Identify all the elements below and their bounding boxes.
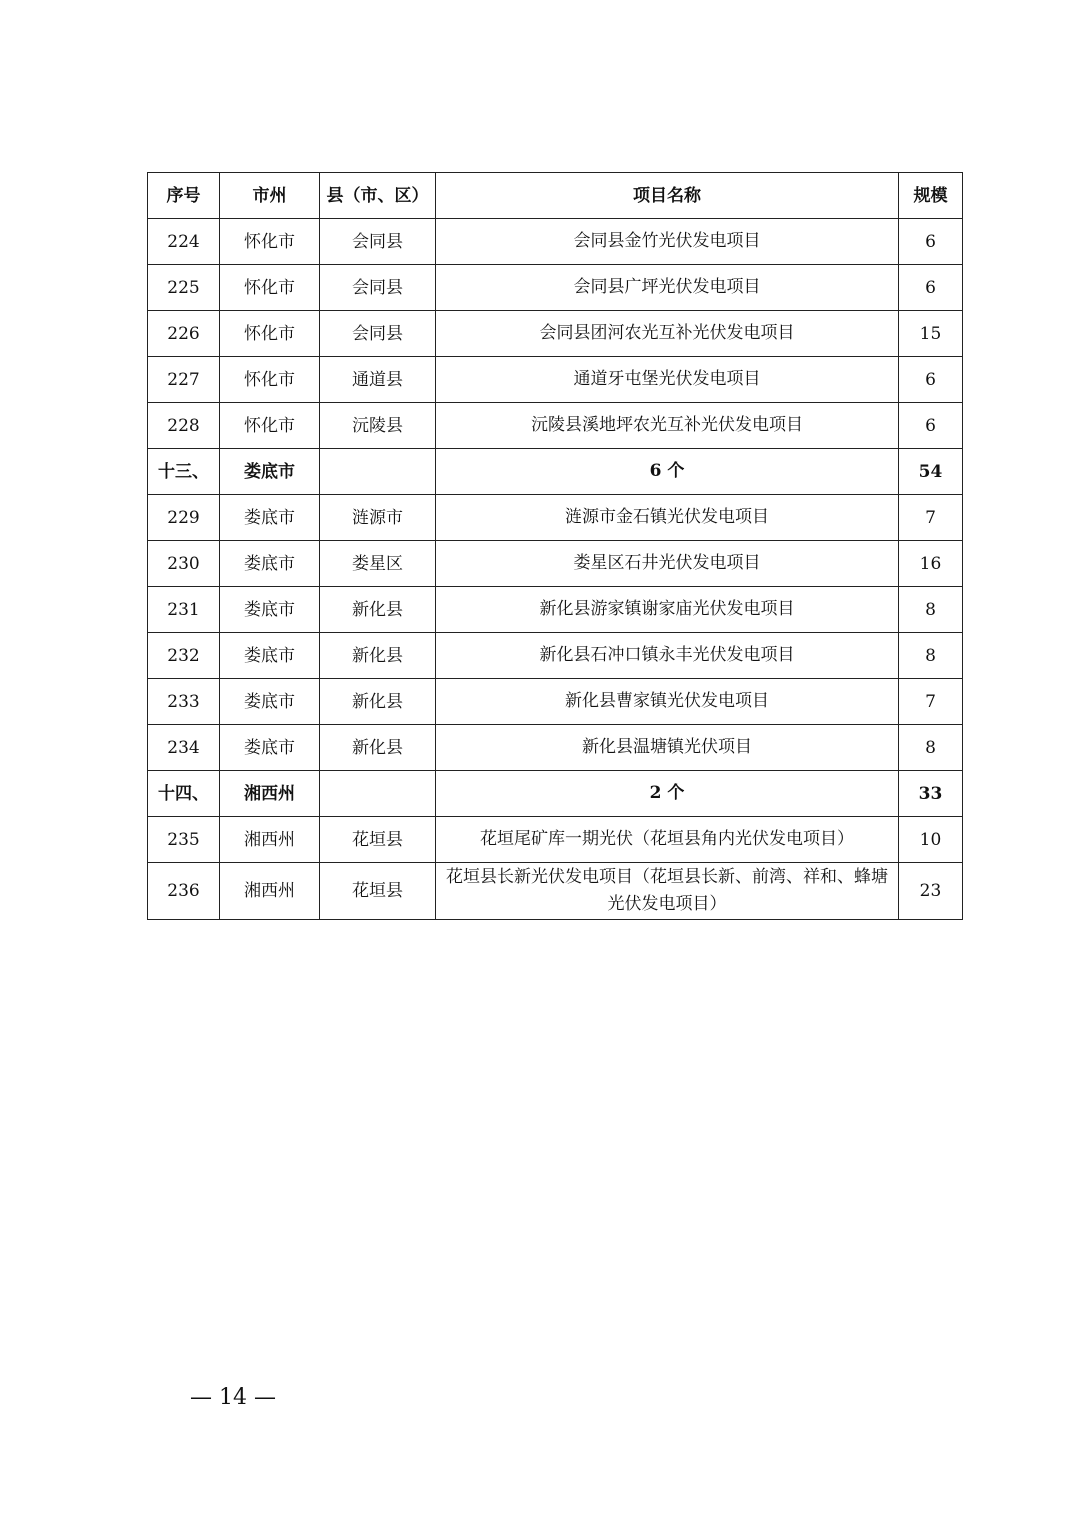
table-row (148, 587, 963, 633)
cell-name: 会同县金竹光伏发电项目 (436, 219, 899, 265)
cell-seq: 228 (148, 403, 220, 449)
cell-county: 新化县 (320, 633, 436, 679)
cell-county: 沅陵县 (320, 403, 436, 449)
cell-name: 6 个 (436, 449, 899, 495)
cell-city: 娄底市 (220, 679, 320, 725)
table-row (148, 541, 963, 587)
header-city: 市州 (220, 173, 320, 219)
cell-city: 娄底市 (220, 633, 320, 679)
cell-scale: 6 (899, 265, 963, 311)
cell-county: 涟源市 (320, 495, 436, 541)
header-scale: 规模 (899, 173, 963, 219)
cell-city: 怀化市 (220, 311, 320, 357)
cell-scale: 23 (899, 863, 963, 920)
header-seq: 序号 (148, 173, 220, 219)
cell-name: 新化县曹家镇光伏发电项目 (436, 679, 899, 725)
cell-scale: 15 (899, 311, 963, 357)
cell-city: 湘西州 (220, 863, 320, 920)
cell-name: 新化县石冲口镇永丰光伏发电项目 (436, 633, 899, 679)
cell-seq: 224 (148, 219, 220, 265)
cell-scale: 8 (899, 587, 963, 633)
cell-county: 花垣县 (320, 863, 436, 920)
table-header (148, 173, 963, 219)
header-county: 县（市、区） (320, 173, 436, 219)
project-table (147, 172, 963, 920)
table-row (148, 817, 963, 863)
cell-county: 花垣县 (320, 817, 436, 863)
cell-seq: 235 (148, 817, 220, 863)
cell-name: 通道牙屯堡光伏发电项目 (436, 357, 899, 403)
cell-name: 会同县广坪光伏发电项目 (436, 265, 899, 311)
cell-seq: 233 (148, 679, 220, 725)
cell-scale: 33 (899, 771, 963, 817)
cell-name: 新化县游家镇谢家庙光伏发电项目 (436, 587, 899, 633)
cell-seq: 231 (148, 587, 220, 633)
cell-county: 会同县 (320, 265, 436, 311)
cell-scale: 7 (899, 679, 963, 725)
header-name: 项目名称 (436, 173, 899, 219)
cell-seq: 十三、 (148, 449, 220, 495)
table-body (148, 219, 963, 920)
cell-city: 湘西州 (220, 771, 320, 817)
cell-scale: 54 (899, 449, 963, 495)
table-row (148, 265, 963, 311)
table-row (148, 679, 963, 725)
cell-city: 怀化市 (220, 357, 320, 403)
table-row (148, 725, 963, 771)
cell-seq: 229 (148, 495, 220, 541)
cell-city: 娄底市 (220, 495, 320, 541)
cell-county: 会同县 (320, 311, 436, 357)
table-row (148, 449, 963, 495)
cell-seq: 226 (148, 311, 220, 357)
cell-city: 娄底市 (220, 725, 320, 771)
cell-scale: 6 (899, 357, 963, 403)
cell-county: 娄星区 (320, 541, 436, 587)
page-number: — 14 — (190, 1385, 276, 1410)
cell-seq: 230 (148, 541, 220, 587)
cell-name: 涟源市金石镇光伏发电项目 (436, 495, 899, 541)
cell-city: 怀化市 (220, 219, 320, 265)
cell-scale: 8 (899, 725, 963, 771)
cell-seq: 227 (148, 357, 220, 403)
cell-scale: 10 (899, 817, 963, 863)
cell-city: 怀化市 (220, 265, 320, 311)
table-row (148, 495, 963, 541)
cell-seq: 234 (148, 725, 220, 771)
cell-name: 新化县温塘镇光伏项目 (436, 725, 899, 771)
cell-name: 花垣尾矿库一期光伏（花垣县角内光伏发电项目） (436, 817, 899, 863)
cell-county (320, 771, 436, 817)
cell-name: 沅陵县溪地坪农光互补光伏发电项目 (436, 403, 899, 449)
cell-scale: 8 (899, 633, 963, 679)
header-row (148, 173, 963, 219)
cell-city: 娄底市 (220, 541, 320, 587)
table-row (148, 357, 963, 403)
cell-name: 会同县团河农光互补光伏发电项目 (436, 311, 899, 357)
cell-city: 怀化市 (220, 403, 320, 449)
cell-county: 新化县 (320, 679, 436, 725)
table-row (148, 311, 963, 357)
table-row (148, 771, 963, 817)
cell-scale: 6 (899, 219, 963, 265)
cell-scale: 6 (899, 403, 963, 449)
cell-city: 湘西州 (220, 817, 320, 863)
cell-name: 花垣县长新光伏发电项目（花垣县长新、前湾、祥和、蜂塘光伏发电项目） (436, 863, 899, 920)
cell-name: 娄星区石井光伏发电项目 (436, 541, 899, 587)
table-row (148, 219, 963, 265)
cell-scale: 16 (899, 541, 963, 587)
cell-scale: 7 (899, 495, 963, 541)
cell-city: 娄底市 (220, 587, 320, 633)
cell-county: 通道县 (320, 357, 436, 403)
cell-seq: 232 (148, 633, 220, 679)
cell-county: 新化县 (320, 725, 436, 771)
table-row (148, 633, 963, 679)
table-row (148, 863, 963, 920)
cell-name: 2 个 (436, 771, 899, 817)
cell-seq: 225 (148, 265, 220, 311)
cell-seq: 十四、 (148, 771, 220, 817)
table-row (148, 403, 963, 449)
cell-county: 新化县 (320, 587, 436, 633)
cell-city: 娄底市 (220, 449, 320, 495)
cell-county: 会同县 (320, 219, 436, 265)
cell-county (320, 449, 436, 495)
cell-seq: 236 (148, 863, 220, 920)
